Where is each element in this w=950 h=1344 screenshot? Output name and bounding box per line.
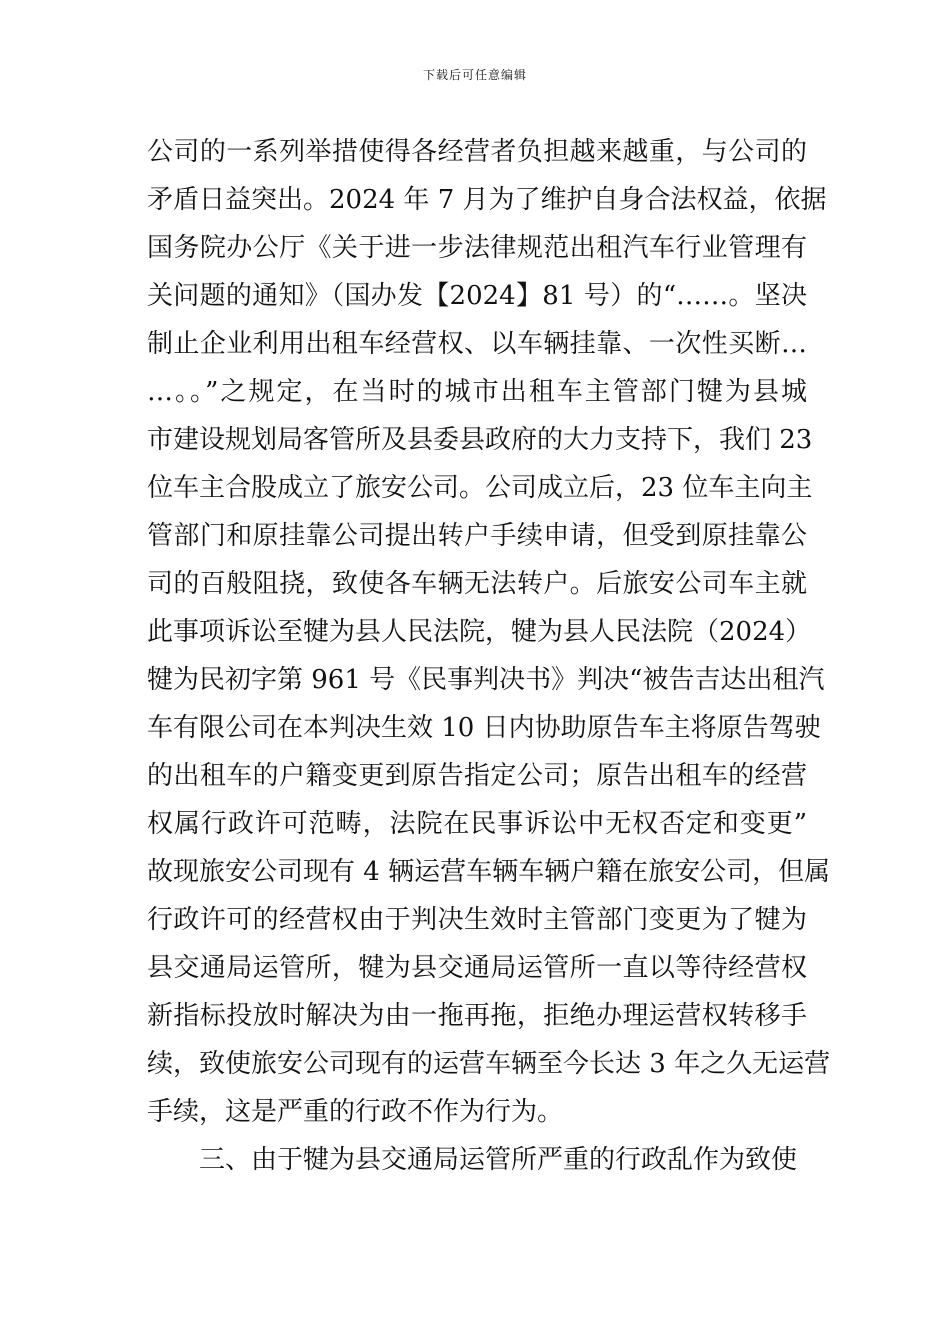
text-line: 公司的一系列举措使得各经营者负担越来越重，与公司的 [147, 137, 807, 167]
text-line: 关问题的通知》（国办发【2024】81 号）的“……。坚决 [147, 281, 807, 311]
text-line: 市建设规划局客管所及县委县政府的大力支持下，我们 23 [147, 425, 813, 455]
text-line: 此事项诉讼至犍为县人民法院，犍为县人民法院（2024） [147, 617, 812, 647]
text-line: 新指标投放时解决为由一拖再拖，拒绝办理运营权转移手 [147, 1001, 807, 1031]
text-line: 的出租车的户籍变更到原告指定公司；原告出租车的经营 [147, 761, 807, 791]
body-text [147, 128, 831, 1184]
text-line: 司的百般阻挠，致使各车辆无法转户。后旅安公司车主就 [147, 569, 807, 599]
text-line: 位车主合股成立了旅安公司。公司成立后，23 位车主向主 [147, 473, 813, 503]
text-line: 制止企业利用出租车经营权、以车辆挂靠、一次性买断… [147, 329, 807, 359]
paragraph-end-line: 手续，这是严重的行政不作为行为。 [147, 1097, 564, 1127]
text-line: 续，致使旅安公司现有的运营车辆至今长达 3 年之久无运营 [147, 1049, 831, 1079]
section-heading-line: 三、由于犍为县交通局运管所严重的行政乱作为致使 [199, 1145, 798, 1175]
text-line: 县交通局运管所，犍为县交通局运管所一直以等待经营权 [147, 953, 807, 983]
text-line: 车有限公司在本判决生效 10 日内协助原告车主将原告驾驶 [147, 713, 821, 743]
text-line: 矛盾日益突出。2024 年 7 月为了维护自身合法权益，依据 [147, 185, 827, 215]
text-line: 管部门和原挂靠公司提出转户手续申请，但受到原挂靠公 [147, 521, 807, 551]
text-line: 国务院办公厅《关于进一步法律规范出租汽车行业管理有 [147, 233, 807, 263]
text-line: 行政许可的经营权由于判决生效时主管部门变更为了犍为 [147, 905, 807, 935]
text-line: 犍为民初字第 961 号《民事判决书》判决“被告吉达出租汽 [147, 665, 825, 695]
text-line: 权属行政许可范畴，法院在民事诉讼中无权否定和变更” [147, 809, 807, 839]
text-line: 故现旅安公司现有 4 辆运营车辆车辆户籍在旅安公司，但属 [147, 857, 831, 887]
text-line: …。。”之规定，在当时的城市出租车主管部门犍为县城 [147, 377, 807, 407]
header-note: 下载后可任意编辑 [422, 68, 527, 82]
